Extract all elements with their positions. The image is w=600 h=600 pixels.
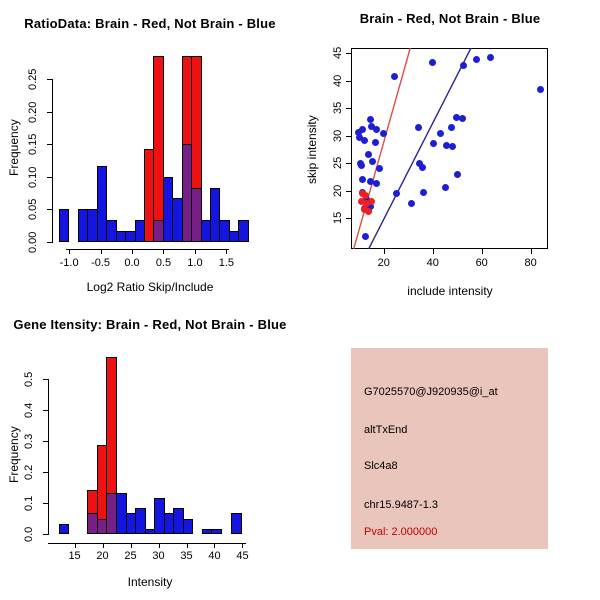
x-axis-tick bbox=[384, 249, 385, 254]
x-axis-tick bbox=[187, 543, 188, 548]
event-type-text: altTxEnd bbox=[364, 424, 408, 436]
scatter-point-blue bbox=[380, 130, 387, 137]
ratio-hist-y-axis-label: Frequency bbox=[7, 119, 21, 177]
probe-id-text: G7025570@J920935@i_at bbox=[364, 386, 498, 398]
scatter-point-blue bbox=[460, 62, 467, 69]
y-tick-label: 0.2 bbox=[22, 464, 35, 480]
x-axis-tick bbox=[69, 249, 70, 254]
y-tick-label: 0.05 bbox=[26, 198, 39, 220]
y-axis-line bbox=[52, 79, 53, 242]
y-tick-label: 30 bbox=[331, 129, 344, 142]
gene-hist-x-axis-label: Intensity bbox=[127, 575, 173, 589]
y-tick-label: 20 bbox=[331, 184, 344, 198]
scatter-point-blue bbox=[408, 200, 415, 207]
y-axis-tick bbox=[43, 472, 48, 473]
scatter-point-blue bbox=[487, 54, 494, 61]
gene-hist-title: Gene Itensity: Brain - Red, Not Brain - Blue bbox=[13, 317, 287, 332]
x-axis-line bbox=[48, 543, 247, 544]
scatter-title: Brain - Red, Not Brain - Blue bbox=[359, 11, 541, 26]
y-axis-tick bbox=[47, 209, 52, 210]
histogram-bar-blue bbox=[59, 524, 69, 534]
ratio-hist-title: RatioData: Brain - Red, Not Brain - Blue bbox=[24, 16, 276, 31]
x-tick-label: 60 bbox=[475, 257, 488, 269]
x-tick-label: 40 bbox=[426, 257, 439, 269]
x-tick-label: 30 bbox=[152, 550, 165, 562]
y-tick-label: 35 bbox=[331, 102, 344, 115]
y-tick-label: 0.1 bbox=[22, 495, 35, 511]
x-axis-tick bbox=[433, 249, 434, 254]
scatter-point-blue bbox=[376, 165, 383, 172]
y-tick-label: 0.20 bbox=[26, 101, 39, 123]
scatter-point-blue bbox=[391, 73, 398, 80]
y-tick-label: 0.0 bbox=[22, 526, 35, 542]
panel-gene-intensity-histogram bbox=[0, 300, 300, 600]
scatter-point-blue bbox=[459, 115, 466, 122]
scatter-point-blue bbox=[359, 176, 366, 183]
info-background bbox=[351, 348, 549, 549]
y-tick-label: 0.10 bbox=[26, 165, 39, 188]
y-axis-tick bbox=[43, 441, 48, 442]
x-tick-label: 80 bbox=[524, 257, 537, 269]
y-tick-label: 40 bbox=[331, 74, 344, 87]
scatter-point-blue bbox=[373, 180, 380, 187]
y-tick-label: 0.4 bbox=[22, 402, 35, 418]
x-axis-tick bbox=[131, 543, 132, 548]
x-tick-label: 40 bbox=[208, 550, 221, 562]
y-tick-label: 0.5 bbox=[22, 371, 35, 387]
y-tick-label: 0.15 bbox=[26, 133, 39, 155]
y-tick-label: 25 bbox=[331, 157, 344, 170]
y-axis-tick bbox=[47, 79, 52, 80]
scatter-point-blue bbox=[362, 233, 369, 240]
y-axis-tick bbox=[43, 410, 48, 411]
y-axis-tick bbox=[47, 242, 52, 243]
scatter-point-blue bbox=[361, 137, 368, 144]
x-axis-tick bbox=[103, 543, 104, 548]
x-axis-tick bbox=[482, 249, 483, 254]
ratio-hist-x-axis-label: Log2 Ratio Skip/Include bbox=[86, 280, 214, 294]
histogram-bar-blue bbox=[238, 220, 249, 242]
panel-ratio-histogram bbox=[0, 0, 300, 300]
brain-fit-line bbox=[353, 48, 410, 249]
histogram-bar-blue bbox=[183, 519, 193, 534]
x-tick-label: 20 bbox=[377, 257, 390, 269]
panel-gene-info bbox=[300, 300, 600, 600]
y-axis-tick bbox=[47, 112, 52, 113]
locus-text: chr15.9487-1.3 bbox=[364, 499, 438, 511]
x-axis-tick bbox=[531, 249, 532, 254]
x-axis-line bbox=[66, 249, 229, 250]
y-tick-label: 0.3 bbox=[22, 433, 35, 449]
pval-text: Pval: 2.000000 bbox=[364, 526, 438, 538]
x-tick-label: 15 bbox=[68, 550, 81, 562]
x-axis-tick bbox=[101, 249, 102, 254]
x-tick-label: 1.5 bbox=[218, 257, 235, 269]
scatter-point-blue bbox=[420, 189, 427, 196]
y-axis-tick bbox=[43, 379, 48, 380]
x-tick-label: -1.0 bbox=[59, 257, 79, 269]
y-tick-label: 45 bbox=[331, 47, 344, 60]
x-tick-label: 20 bbox=[96, 550, 109, 562]
scatter-point-blue bbox=[415, 124, 422, 131]
x-tick-label: 35 bbox=[180, 550, 193, 562]
x-tick-label: -0.5 bbox=[91, 257, 111, 269]
histogram-bar-blue bbox=[231, 513, 242, 534]
x-axis-tick bbox=[132, 249, 133, 254]
x-axis-tick bbox=[214, 543, 215, 548]
scatter-point-blue bbox=[365, 151, 372, 158]
x-axis-tick bbox=[242, 543, 243, 548]
scatter-point-blue bbox=[372, 139, 379, 146]
x-tick-label: 45 bbox=[236, 550, 249, 562]
x-axis-tick bbox=[195, 249, 196, 254]
x-axis-tick bbox=[75, 543, 76, 548]
y-tick-label: 0.25 bbox=[26, 68, 39, 90]
y-axis-tick bbox=[43, 534, 48, 535]
y-axis-line bbox=[48, 379, 49, 535]
x-tick-label: 0.5 bbox=[155, 257, 172, 269]
x-axis-tick bbox=[226, 249, 227, 254]
scatter-point-blue bbox=[437, 130, 444, 137]
scatter-x-axis-label: include intensity bbox=[407, 284, 493, 298]
notbrain-fit-line bbox=[368, 48, 470, 249]
y-tick-label: 15 bbox=[331, 212, 344, 225]
histogram-bar-blue bbox=[211, 529, 222, 534]
gene-hist-y-axis-label: Frequency bbox=[7, 426, 21, 484]
x-axis-tick bbox=[163, 249, 164, 254]
x-tick-label: 1.0 bbox=[187, 257, 203, 269]
x-axis-tick bbox=[159, 543, 160, 548]
x-tick-label: 25 bbox=[124, 550, 137, 562]
y-axis-tick bbox=[47, 144, 52, 145]
gene-name-text: Slc4a8 bbox=[364, 460, 398, 472]
panel-intensity-scatter bbox=[300, 0, 600, 300]
y-axis-tick bbox=[43, 503, 48, 504]
scatter-y-axis-label: skip intensity bbox=[305, 115, 319, 185]
y-tick-label: 0.00 bbox=[26, 230, 39, 253]
x-tick-label: 0.0 bbox=[124, 257, 140, 269]
y-axis-tick bbox=[47, 177, 52, 178]
histogram-bar-blue bbox=[59, 209, 69, 241]
